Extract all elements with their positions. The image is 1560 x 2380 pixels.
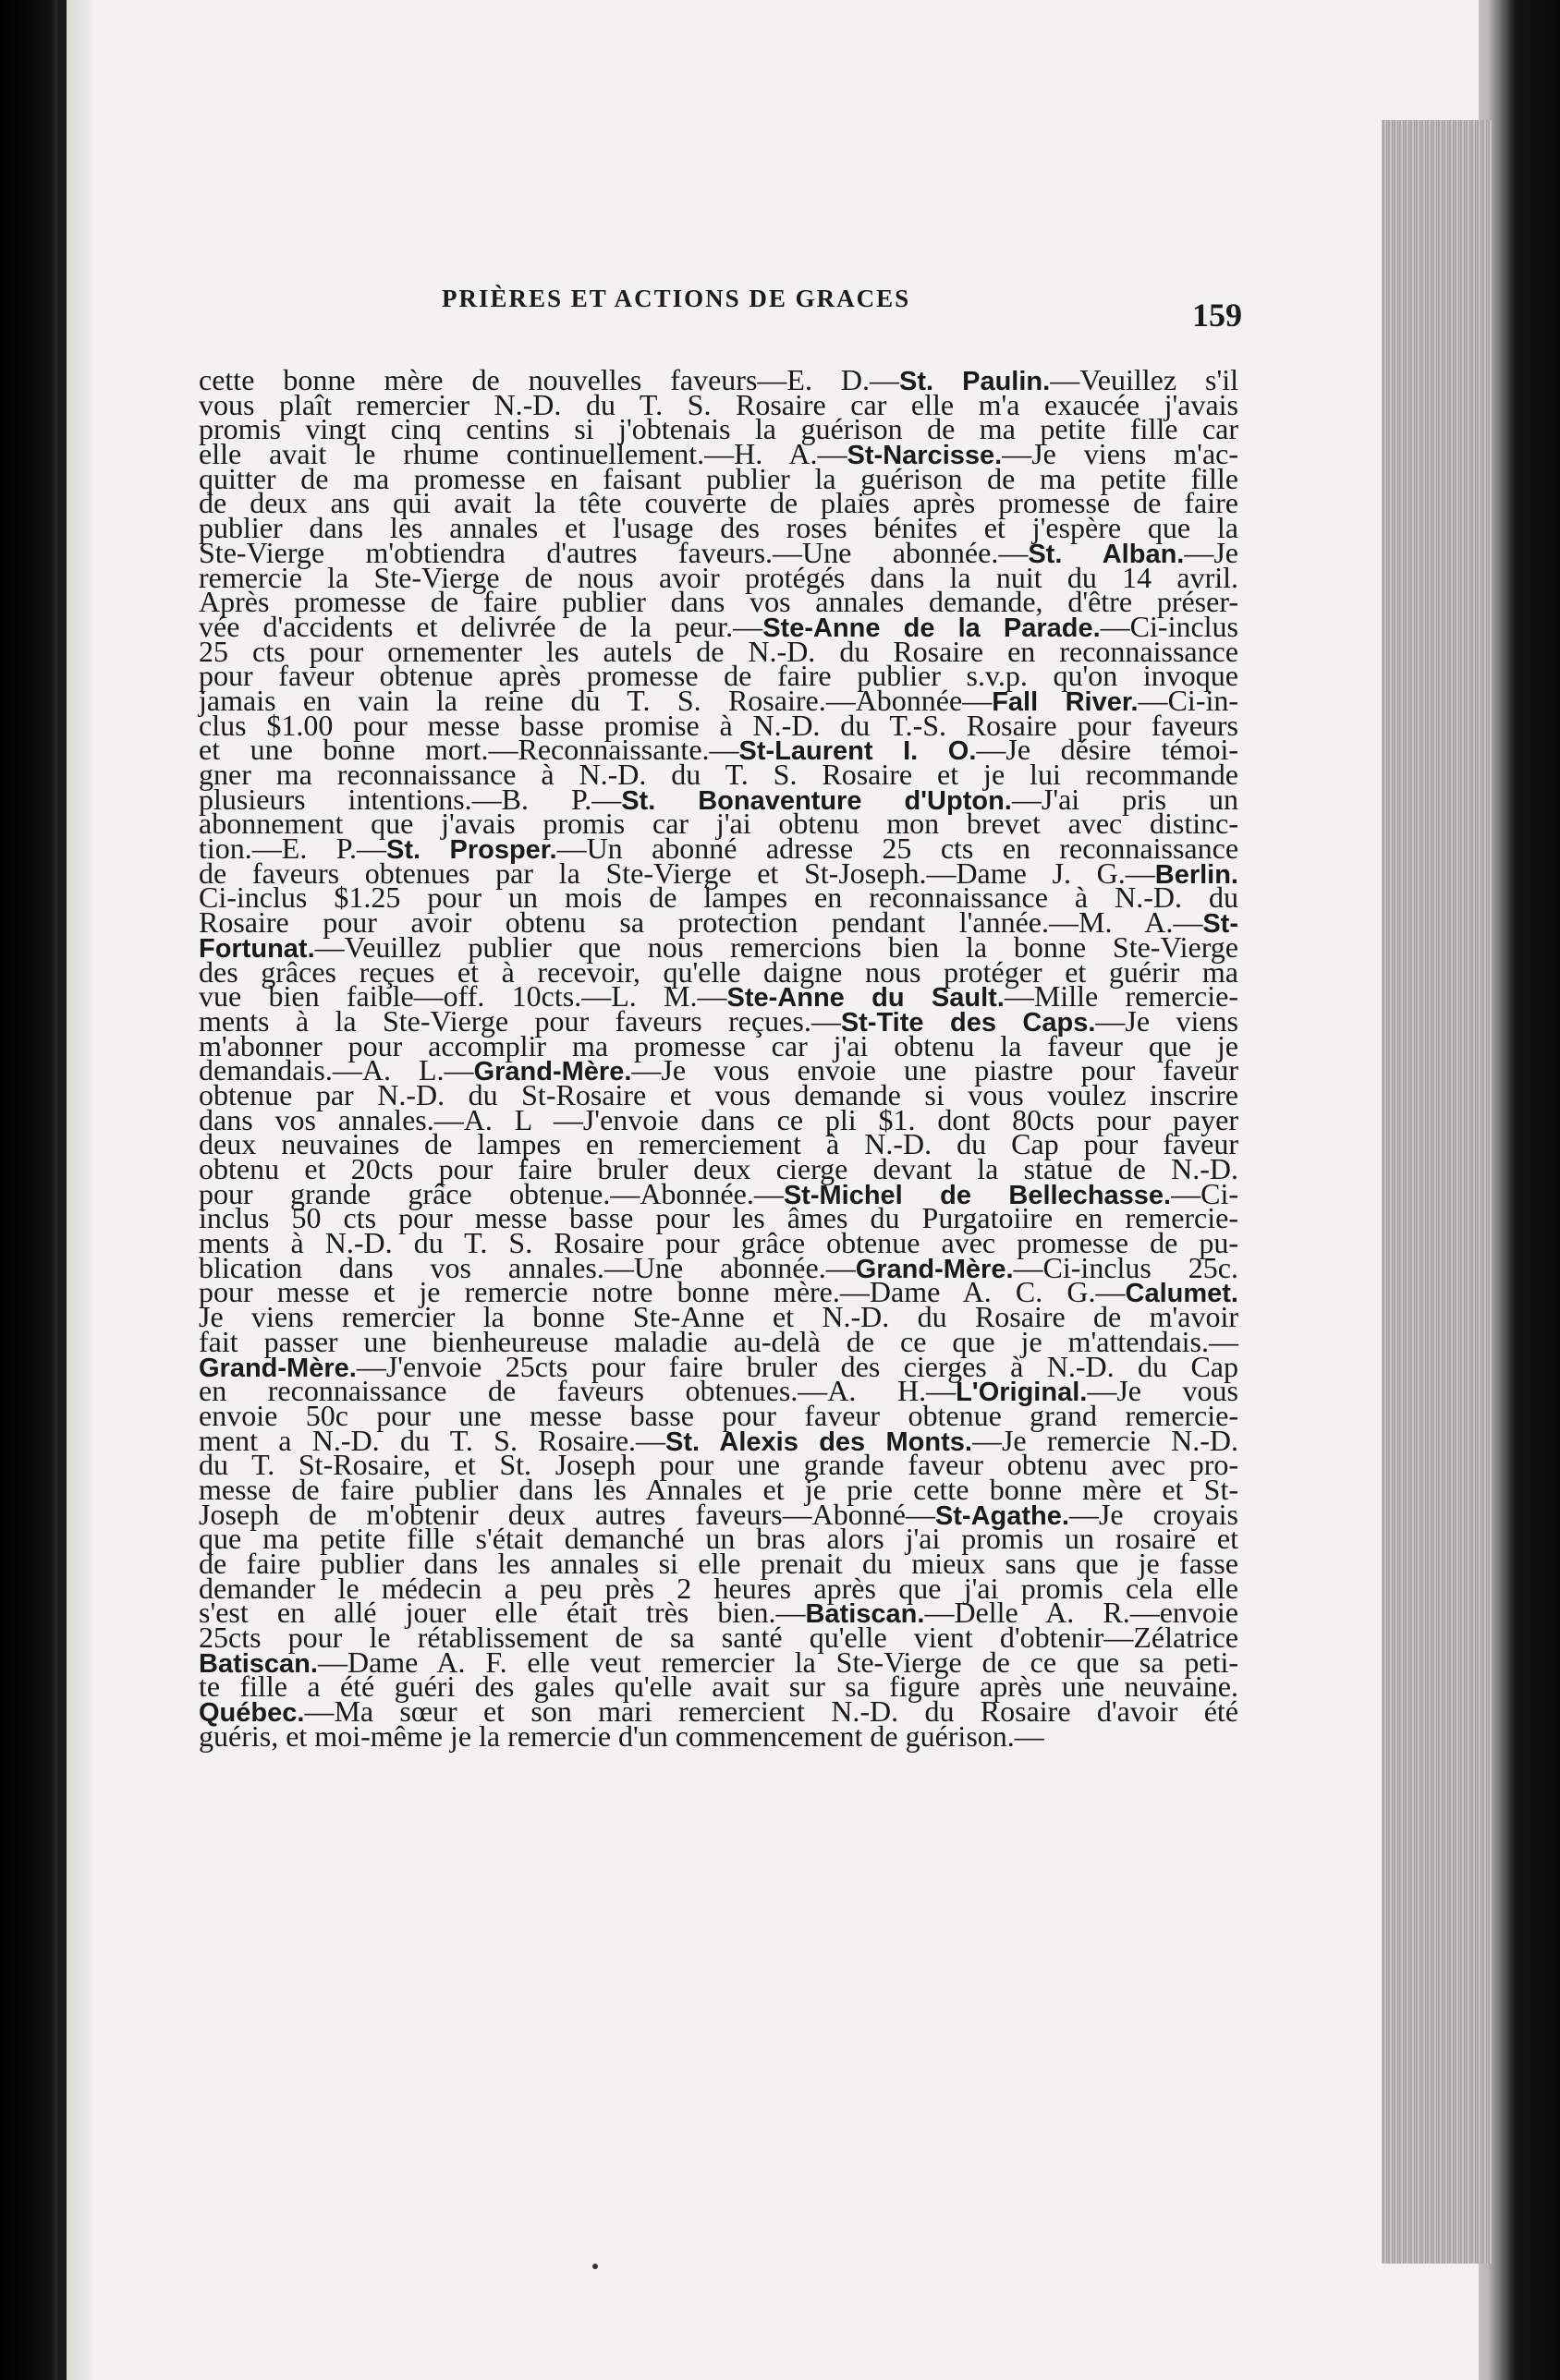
text-line: de faveurs obtenues par la Ste-Vierge et St-Joseph.—Dame J. G.—Berlin. bbox=[199, 856, 1238, 890]
text-line: ment a N.-D. du T. S. Rosaire.—St. Alexis des Monts.—Je remercie N.-D. bbox=[199, 1423, 1239, 1457]
text-line: guéris, et moi-même je la remercie d'un commencement de guérison.— bbox=[199, 1718, 1044, 1753]
place-name: Ste-Anne du Sault. bbox=[726, 983, 1005, 1014]
place-name: St- bbox=[1202, 909, 1238, 940]
text-line: Fortunat.—Veuillez publier que nous remercions bien la bonne Ste-Vierge bbox=[199, 929, 1238, 964]
text-line: jamais en vain la reine du T. S. Rosaire.—Abonnée—Fall River.—Ci-in- bbox=[199, 683, 1239, 717]
text-line: de faire publier dans les annales si elle prenait du mieux sans que je fasse bbox=[199, 1547, 1238, 1580]
text-line: des grâces reçues et à recevoir, qu'elle daigne nous protéger et guérir ma bbox=[199, 954, 1238, 989]
running-head: PRIÈRES ET ACTIONS DE GRACES bbox=[442, 285, 911, 312]
place-name: St-Laurent I. O. bbox=[738, 736, 977, 767]
place-name: St-Narcisse. bbox=[847, 441, 1003, 471]
page-number: 159 bbox=[1192, 297, 1242, 334]
text-line: ments à N.-D. du T. S. Rosaire pour grâce obtenue avec promesse de pu- bbox=[199, 1226, 1238, 1260]
text-line: quitter de ma promesse en faisant publier la guérison de ma petite fille bbox=[199, 461, 1238, 495]
text-line: m'abonner pour accomplir ma promesse car j'ai obtenu la faveur que je bbox=[199, 1028, 1238, 1062]
text-line: fait passer une bienheureuse maladie au-delà de ce que je m'attendais.— bbox=[199, 1324, 1238, 1358]
text-line: messe de faire publier dans les Annales et je prie cette bonne mère et St- bbox=[199, 1472, 1238, 1506]
text-line: publier dans les annales et l'usage des roses bénites et j'espère que la bbox=[199, 511, 1238, 545]
page-edges bbox=[1382, 120, 1493, 2264]
text-line: demandais.—A. L.—Grand-Mère.—Je vous envoie une piastre pour faveur bbox=[199, 1053, 1239, 1087]
place-name: Grand-Mère. bbox=[855, 1254, 1014, 1284]
text-line: te fille a été guéri des gales qu'elle avait sur sa figure après une neuvaine. bbox=[199, 1670, 1238, 1704]
text-line: vue bien faible—off. 10cts.—L. M.—Ste-Anne du Sault.—Mille remercie- bbox=[199, 979, 1239, 1014]
place-name: Calumet. bbox=[1125, 1279, 1238, 1309]
text-line: demander le médecin a peu près 2 heures après que j'ai promis cela elle bbox=[199, 1571, 1238, 1605]
place-name: St. Paulin. bbox=[899, 367, 1051, 396]
book-spine-shadow bbox=[57, 0, 67, 2380]
text-line: elle avait le rhume continuellement.—H. A.—St-Narcisse.—Je viens m'ac- bbox=[199, 437, 1239, 471]
text-line: abonnement que j'avais promis car j'ai obtenu mon brevet avec distinc- bbox=[199, 807, 1238, 841]
text-line: cette bonne mère de nouvelles faveurs—E. D.—St. Paulin.—Veuillez s'il bbox=[199, 363, 1238, 396]
text-line: vous plaît remercier N.-D. du T. S. Rosaire car elle m'a exaucée j'avais bbox=[199, 387, 1238, 421]
text-line: du T. St-Rosaire, et St. Joseph pour une grande faveur obtenu avec pro- bbox=[199, 1448, 1238, 1482]
place-name: Grand-Mère. bbox=[199, 1353, 357, 1383]
text-line: de deux ans qui avait la tête couverte de plaies après promesse de faire bbox=[199, 486, 1238, 520]
text-line: deux neuvaines de lampes en remerciement à N.-D. du Cap pour faveur bbox=[199, 1127, 1238, 1161]
text-line: que ma petite fille s'était demanché un bras alors j'ai promis un rosaire et bbox=[199, 1522, 1238, 1556]
place-name: St. Alexis des Monts. bbox=[665, 1427, 972, 1457]
text-line: dans vos annales.—A. L —J'envoie dans ce pli $1. dont 80cts pour payer bbox=[199, 1102, 1238, 1136]
place-name: Ste-Anne de la Parade. bbox=[762, 613, 1101, 643]
text-line: ments à la Ste-Vierge pour faveurs reçues.—St-Tite des Caps.—Je viens bbox=[199, 1003, 1238, 1038]
text-line: 25cts pour le rétablissement de sa santé qu'elle vient d'obtenir—Zélatrice bbox=[199, 1621, 1238, 1655]
text-line: Québec.—Ma sœur et son mari remercient N.-D. du Rosaire d'avoir été bbox=[199, 1694, 1238, 1729]
place-name: St-Michel de Bellechasse. bbox=[783, 1180, 1172, 1210]
text-line: remercie la Ste-Vierge de nous avoir protégés dans la nuit du 14 avril. bbox=[199, 560, 1238, 594]
dust-speck bbox=[592, 2264, 598, 2269]
place-name: St. Alban. bbox=[1028, 539, 1185, 569]
text-line: Je viens remercier la bonne Ste-Anne et N.-D. du Rosaire de m'avoir bbox=[199, 1300, 1238, 1334]
text-line: pour grande grâce obtenue.—Abonnée.—St-Michel de Bellechasse.—Ci- bbox=[199, 1176, 1238, 1210]
text-line: vée d'accidents et delivrée de la peur.—Ste-Anne de la Parade.—Ci-inclus bbox=[199, 609, 1238, 643]
text-line: Ste-Vierge m'obtiendra d'autres faveurs.—Une abonnée.—St. Alban.—Je bbox=[199, 535, 1238, 569]
text-line: et une bonne mort.—Reconnaissante.—St-Laurent I. O.—Je désire témoi- bbox=[199, 733, 1239, 767]
place-name: Batiscan. bbox=[805, 1599, 925, 1630]
place-name: Batiscan. bbox=[199, 1648, 318, 1679]
place-name: Berlin. bbox=[1154, 859, 1238, 890]
text-line: plusieurs intentions.—B. P.—St. Bonaventure d'Upton.—J'ai pris un bbox=[199, 782, 1238, 816]
text-line: promis vingt cinq centins si j'obtenais la guérison de ma petite fille car bbox=[199, 412, 1238, 446]
place-name: Québec. bbox=[199, 1698, 305, 1729]
text-line: blication dans vos annales.—Une abonnée.—Grand-Mère.—Ci-inclus 25c. bbox=[199, 1250, 1238, 1284]
place-name: Grand-Mère. bbox=[473, 1057, 632, 1087]
text-line: tion.—E. P.—St. Prosper.—Un abonné adresse 25 cts en reconnaissance bbox=[199, 832, 1239, 866]
text-line: Ci-inclus $1.25 pour un mois de lampes en reconnaissance à N.-D. du bbox=[199, 880, 1238, 915]
text-line: Batiscan.—Dame A. F. elle veut remercier la Ste-Vierge de ce que sa peti- bbox=[199, 1645, 1238, 1679]
text-line: en reconnaissance de faveurs obtenues.—A. H.—L'Original.—Je vous bbox=[199, 1374, 1239, 1408]
text-line: Après promesse de faire publier dans vos annales demande, d'être préser- bbox=[199, 585, 1238, 619]
text-line: Grand-Mère.—J'envoie 25cts pour faire bruler des cierges à N.-D. du Cap bbox=[199, 1349, 1238, 1383]
text-line: clus $1.00 pour messe basse promise à N.-D. du T.-S. Rosaire pour faveurs bbox=[199, 708, 1238, 742]
text-line: s'est en allé jouer elle était très bien.—Batiscan.—Delle A. R.—envoie bbox=[199, 1596, 1239, 1630]
place-name: St-Agathe. bbox=[934, 1500, 1069, 1531]
place-name: St. Bonaventure d'Upton. bbox=[621, 785, 1012, 816]
text-line: pour messe et je remercie notre bonne mère.—Dame A. C. G.—Calumet. bbox=[199, 1275, 1238, 1309]
text-line: 25 cts pour ornementer les autels de N.-D. du Rosaire en reconnaissance bbox=[199, 634, 1238, 668]
text-line: pour faveur obtenue après promesse de faire publier s.v.p. qu'on invoque bbox=[199, 659, 1238, 693]
text-line: obtenue par N.-D. du St-Rosaire et vous demande si vous voulez inscrire bbox=[199, 1077, 1238, 1111]
place-name: L'Original. bbox=[956, 1378, 1088, 1408]
place-name: St-Tite des Caps. bbox=[840, 1007, 1096, 1038]
text-line: Joseph de m'obtenir deux autres faveurs—Abonné—St-Agathe.—Je croyais bbox=[199, 1497, 1239, 1531]
body-text bbox=[199, 363, 1239, 1753]
place-name: Fall River. bbox=[992, 686, 1139, 717]
text-line: inclus 50 cts pour messe basse pour les âmes du Purgatoiire en remercie- bbox=[199, 1201, 1238, 1235]
text-line: envoie 50c pour une messe basse pour faveur obtenue grand remercie- bbox=[199, 1398, 1238, 1432]
text-line: Rosaire pour avoir obtenu sa protection pendant l'année.—M. A.—St- bbox=[199, 905, 1238, 940]
place-name: St. Prosper. bbox=[385, 835, 557, 866]
text-line: gner ma reconnaissance à N.-D. du T. S. Rosaire et je lui recommande bbox=[199, 758, 1238, 791]
place-name: Fortunat. bbox=[199, 933, 315, 964]
text-line: obtenu et 20cts pour faire bruler deux cierge devant la statue de N.-D. bbox=[199, 1152, 1238, 1185]
